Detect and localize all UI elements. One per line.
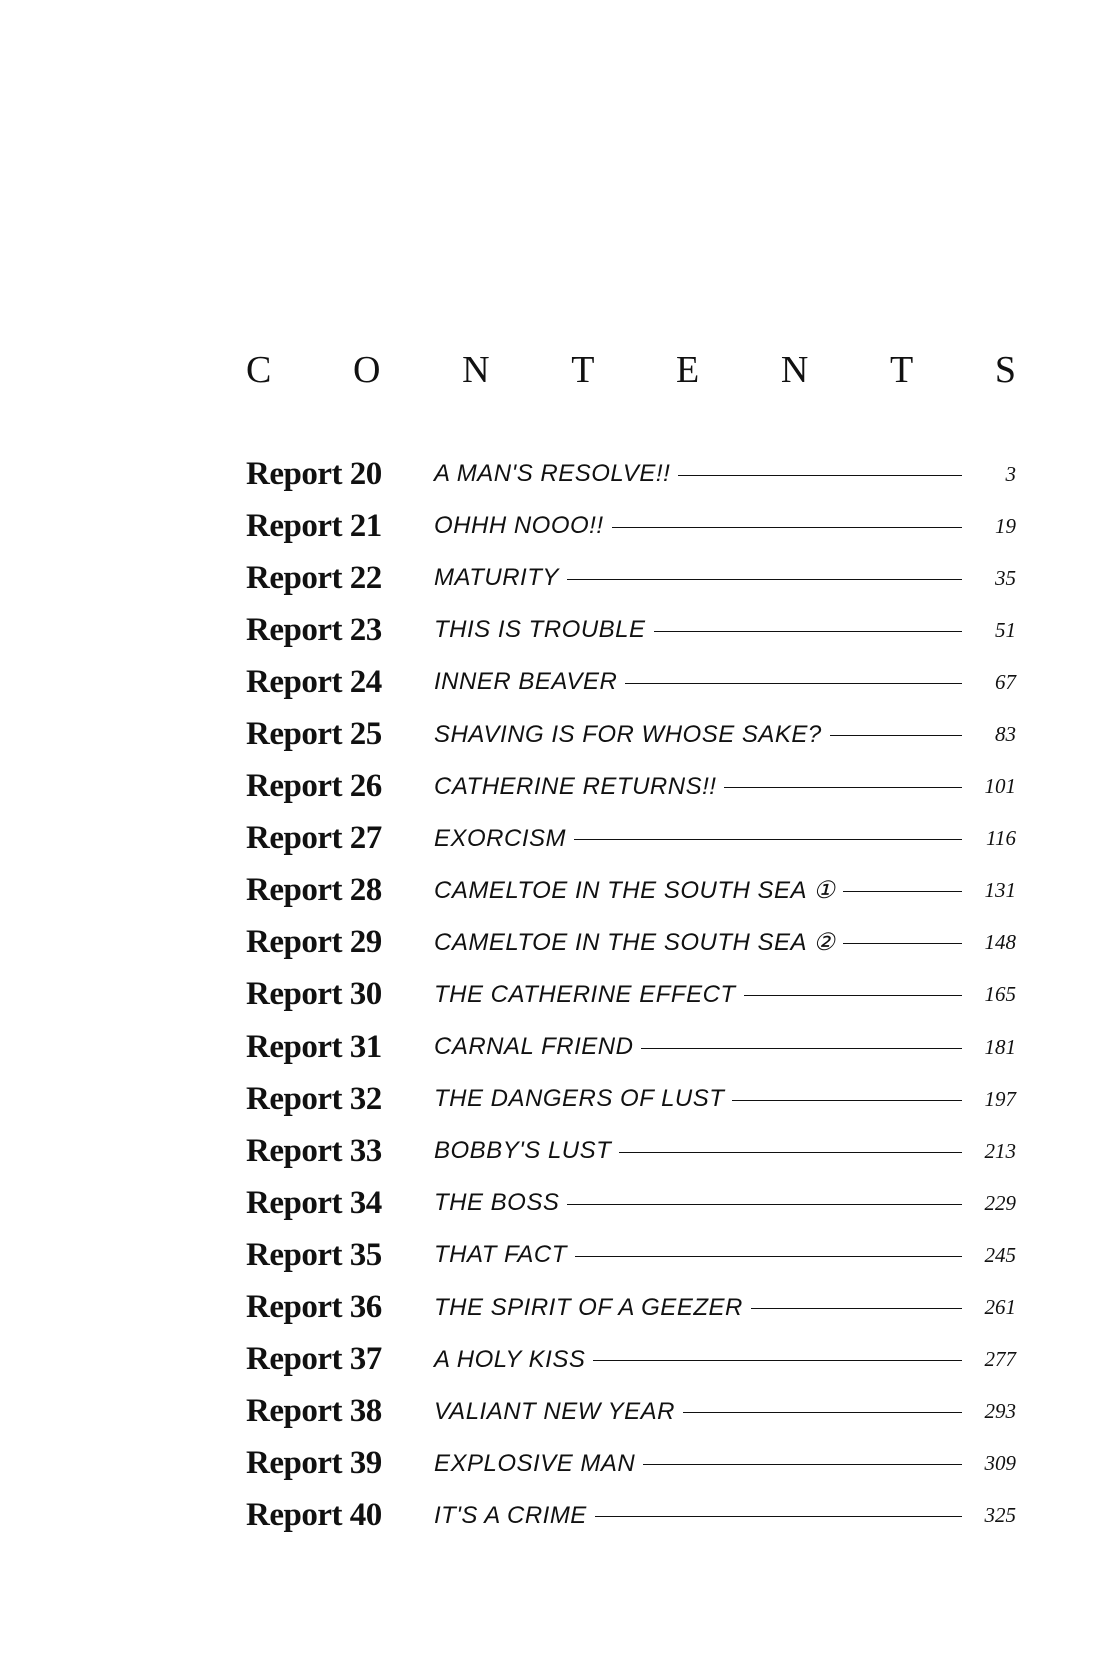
page-number: 131: [984, 878, 1016, 903]
title-letter: N: [780, 349, 809, 391]
page-number: 148: [984, 930, 1016, 955]
leader-line: [843, 943, 962, 944]
chapter-title: INNER BEAVER: [434, 668, 618, 696]
leader-line: [744, 995, 962, 996]
page-number: 101: [984, 774, 1016, 799]
table-of-contents: [246, 448, 1016, 1542]
chapter-title: IT'S A CRIME: [434, 1501, 587, 1529]
leader-line: [567, 1204, 962, 1205]
toc-entry: [246, 1334, 1016, 1386]
chapter-title: THE DANGERS OF LUST: [434, 1085, 725, 1113]
chapter-title: CAMELTOE IN THE SOUTH SEA ①: [434, 877, 836, 905]
leader-line: [678, 475, 962, 476]
title-letter: T: [890, 349, 914, 391]
chapter-title: A HOLY KISS: [434, 1345, 586, 1373]
toc-entry: [246, 1386, 1016, 1438]
chapter-title: SHAVING IS FOR WHOSE SAKE?: [434, 720, 822, 748]
report-label: Report 39: [246, 1445, 382, 1482]
page-title: [246, 344, 1016, 396]
report-label: Report 25: [246, 716, 382, 753]
chapter-title: A MAN'S RESOLVE!!: [434, 460, 671, 488]
chapter-title: THE SPIRIT OF A GEEZER: [434, 1293, 743, 1321]
report-label: Report 23: [246, 611, 382, 648]
title-letter: T: [571, 349, 595, 391]
leader-line: [654, 631, 962, 632]
leader-line: [643, 1464, 962, 1465]
toc-entry: [246, 656, 1016, 708]
report-label: Report 28: [246, 872, 382, 909]
chapter-title: VALIANT NEW YEAR: [434, 1397, 675, 1425]
report-label: Report 30: [246, 976, 382, 1013]
toc-entry: [246, 604, 1016, 656]
leader-line: [724, 787, 962, 788]
report-label: Report 38: [246, 1393, 382, 1430]
chapter-title: EXORCISM: [434, 824, 567, 852]
page-number: 3: [1005, 461, 1016, 486]
page-number: 67: [995, 669, 1016, 694]
toc-entry: [246, 552, 1016, 604]
leader-line: [574, 839, 962, 840]
leader-line: [567, 579, 962, 580]
page-number: 309: [984, 1451, 1016, 1476]
toc-entry: [246, 1282, 1016, 1334]
title-letter: N: [462, 349, 490, 391]
page-number: 213: [984, 1138, 1016, 1163]
chapter-title: EXPLOSIVE MAN: [434, 1449, 636, 1477]
leader-line: [625, 683, 962, 684]
report-label: Report 24: [246, 663, 382, 700]
report-label: Report 35: [246, 1236, 382, 1273]
page-number: 165: [984, 982, 1016, 1007]
title-letter: C: [246, 349, 272, 391]
leader-line: [830, 735, 962, 736]
page-number: 325: [984, 1503, 1016, 1528]
chapter-title: BOBBY'S LUST: [434, 1137, 612, 1165]
page-number: 51: [995, 617, 1016, 642]
title-letter: S: [994, 349, 1016, 391]
leader-line: [612, 527, 962, 528]
page-number: 277: [984, 1347, 1016, 1372]
leader-line: [593, 1360, 962, 1361]
toc-entry: [246, 708, 1016, 760]
toc-entry: [246, 865, 1016, 917]
report-label: Report 29: [246, 924, 382, 961]
page-number: 229: [984, 1190, 1016, 1215]
page-number: 83: [995, 722, 1016, 747]
leader-line: [595, 1516, 962, 1517]
chapter-title: CARNAL FRIEND: [434, 1033, 634, 1061]
leader-line: [641, 1048, 962, 1049]
toc-entry: [246, 813, 1016, 865]
page-number: 116: [986, 826, 1016, 851]
leader-line: [751, 1308, 962, 1309]
report-label: Report 26: [246, 768, 382, 805]
report-label: Report 36: [246, 1289, 382, 1326]
leader-line: [575, 1256, 962, 1257]
page-number: 261: [984, 1295, 1016, 1320]
toc-entry: [246, 1073, 1016, 1125]
toc-entry: [246, 1125, 1016, 1177]
toc-entry: [246, 1177, 1016, 1229]
toc-entry: [246, 448, 1016, 500]
report-label: Report 22: [246, 559, 382, 596]
page-number: 245: [984, 1242, 1016, 1267]
toc-entry: [246, 761, 1016, 813]
report-label: Report 31: [246, 1028, 382, 1065]
toc-entry: [246, 500, 1016, 552]
chapter-title: THE BOSS: [434, 1189, 560, 1217]
toc-entry: [246, 917, 1016, 969]
page-number: 293: [984, 1399, 1016, 1424]
page-number: 19: [995, 513, 1016, 538]
leader-line: [843, 891, 962, 892]
page-number: 197: [984, 1086, 1016, 1111]
report-label: Report 40: [246, 1497, 382, 1534]
title-letter: O: [353, 349, 381, 391]
chapter-title: OHHH NOOO!!: [434, 512, 604, 540]
chapter-title: CATHERINE RETURNS!!: [434, 772, 717, 800]
toc-entry: [246, 969, 1016, 1021]
report-label: Report 21: [246, 507, 382, 544]
toc-entry: [246, 1490, 1016, 1542]
leader-line: [683, 1412, 962, 1413]
toc-entry: [246, 1229, 1016, 1281]
toc-entry: [246, 1438, 1016, 1490]
chapter-title: CAMELTOE IN THE SOUTH SEA ②: [434, 929, 836, 957]
toc-entry: [246, 1021, 1016, 1073]
leader-line: [619, 1152, 962, 1153]
leader-line: [732, 1100, 962, 1101]
report-label: Report 34: [246, 1184, 382, 1221]
page-number: 181: [984, 1034, 1016, 1059]
chapter-title: THAT FACT: [434, 1241, 567, 1269]
report-label: Report 32: [246, 1080, 382, 1117]
report-label: Report 20: [246, 455, 382, 492]
chapter-title: MATURITY: [434, 564, 559, 592]
page-number: 35: [995, 565, 1016, 590]
report-label: Report 33: [246, 1132, 382, 1169]
chapter-title: THIS IS TROUBLE: [434, 616, 646, 644]
chapter-title: THE CATHERINE EFFECT: [434, 980, 736, 1008]
report-label: Report 37: [246, 1341, 382, 1378]
title-letter: E: [676, 349, 700, 391]
report-label: Report 27: [246, 820, 382, 857]
